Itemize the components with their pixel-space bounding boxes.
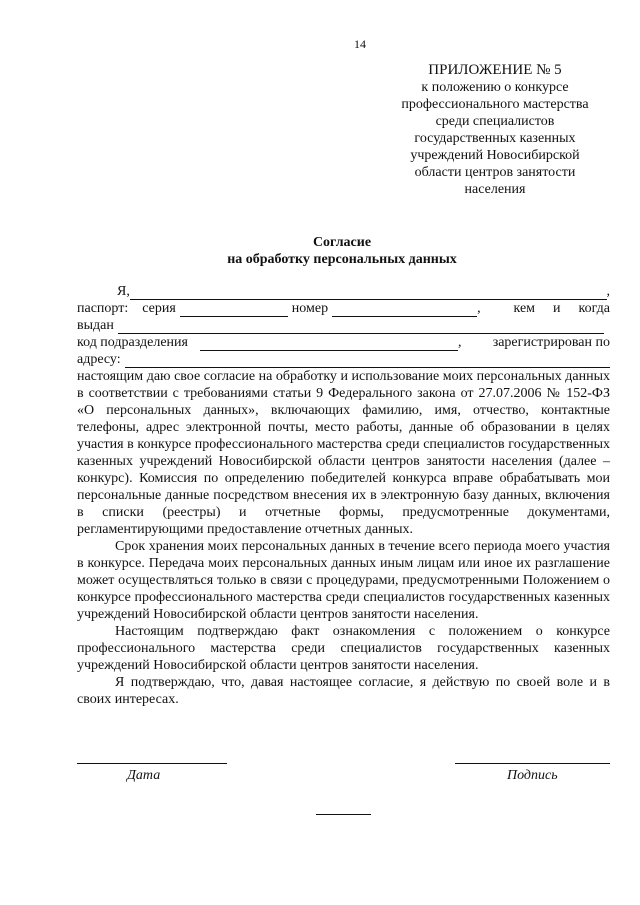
signature-label: Подпись — [507, 768, 558, 783]
division-code-field[interactable] — [200, 338, 458, 351]
number-label: номер — [291, 301, 329, 316]
issued-by-field[interactable] — [118, 321, 604, 334]
personal-data-form — [77, 283, 610, 368]
appendix-block — [390, 62, 600, 198]
appendix-line: области центров занятости — [414, 165, 576, 180]
comma: , — [606, 284, 610, 299]
appendix-line: населения — [464, 182, 526, 197]
form-row-address — [77, 351, 610, 368]
paragraph: Настоящим подтверждаю факт ознакомления с положением о конкурсе профессионального мастерства среди специалистов государственных казенных учреждений Новосибирской области центров занятости населения. — [77, 624, 610, 673]
form-row-issued — [77, 317, 610, 334]
signature-block — [77, 755, 610, 795]
document-subtitle: на обработку персональных данных — [227, 252, 457, 267]
registered-label: зарегистрирован по — [492, 335, 610, 350]
document-title-block — [0, 234, 640, 268]
document-title: Согласие — [312, 235, 372, 250]
and-label: и — [553, 301, 561, 316]
form-row-division — [77, 334, 610, 351]
signature-line[interactable] — [455, 763, 610, 764]
date-line[interactable] — [77, 763, 227, 764]
passport-number-field[interactable] — [332, 304, 477, 317]
when-label: когда — [578, 301, 610, 316]
issued-label: выдан — [77, 318, 114, 333]
series-label: серия — [142, 301, 176, 316]
comma: , — [457, 335, 462, 350]
paragraph: настоящим даю свое согласие на обработку и использование моих персональных данных в соответствии с требованиями статьи 9 Федерального закона от 27.07.2006 № 152-ФЗ «О персональных данных», включающих фамилию, имя, отчество, контактные телефоны, адрес электронной почты, место работы, данные об образовании в целях участия в конкурсе профессионального мастерства среди специалистов государственных казенных учреждений Новосибирской области центров занятости населения (далее – конкурс). Комиссия по определению победителей конкурса вправе обрабатывать мои персональные данные посредством внесения их в электронную базу данных, включения в списки (реестры) и отчетные формы, предусмотренные документами, регламентирующими предоставление отчетных данных. — [77, 369, 610, 537]
passport-label: паспорт: — [77, 301, 129, 316]
appendix-line: среди специалистов — [435, 114, 555, 129]
date-label: Дата — [127, 768, 161, 783]
paragraph: Срок хранения моих персональных данных в течение всего периода моего участия в конкурсе. Передача моих персональных данных иным лицам или иное их разглашение может осуществляться только в связи с процедурами, предусмотренными Положением о конкурсе профессионального мастерства среди специалистов государственных казенных учреждений Новосибирской области центров занятости населения. — [77, 539, 610, 622]
address-field[interactable] — [125, 355, 610, 368]
i-label: Я, — [117, 284, 130, 299]
form-row-passport — [77, 300, 610, 317]
consent-body — [77, 368, 610, 708]
appendix-line: учреждений Новосибирской — [410, 148, 580, 163]
appendix-title: ПРИЛОЖЕНИЕ № 5 — [428, 62, 562, 78]
by-whom-label: кем — [513, 301, 536, 316]
appendix-line: к положению о конкурсе — [421, 80, 569, 95]
comma: , — [477, 301, 481, 316]
passport-series-field[interactable] — [180, 304, 288, 317]
appendix-line: государственных казенных — [414, 131, 576, 146]
paragraph: Я подтверждаю, что, давая настоящее согласие, я действую по своей воле и в своих интересах. — [77, 675, 610, 707]
page-number: 14 — [354, 37, 366, 51]
division-code-label: код подразделения — [77, 335, 188, 350]
bottom-divider — [316, 814, 371, 815]
address-label: адресу: — [77, 352, 121, 367]
form-row-name — [77, 283, 610, 300]
appendix-line: профессионального мастерства — [401, 97, 589, 112]
full-name-field[interactable] — [130, 287, 607, 300]
